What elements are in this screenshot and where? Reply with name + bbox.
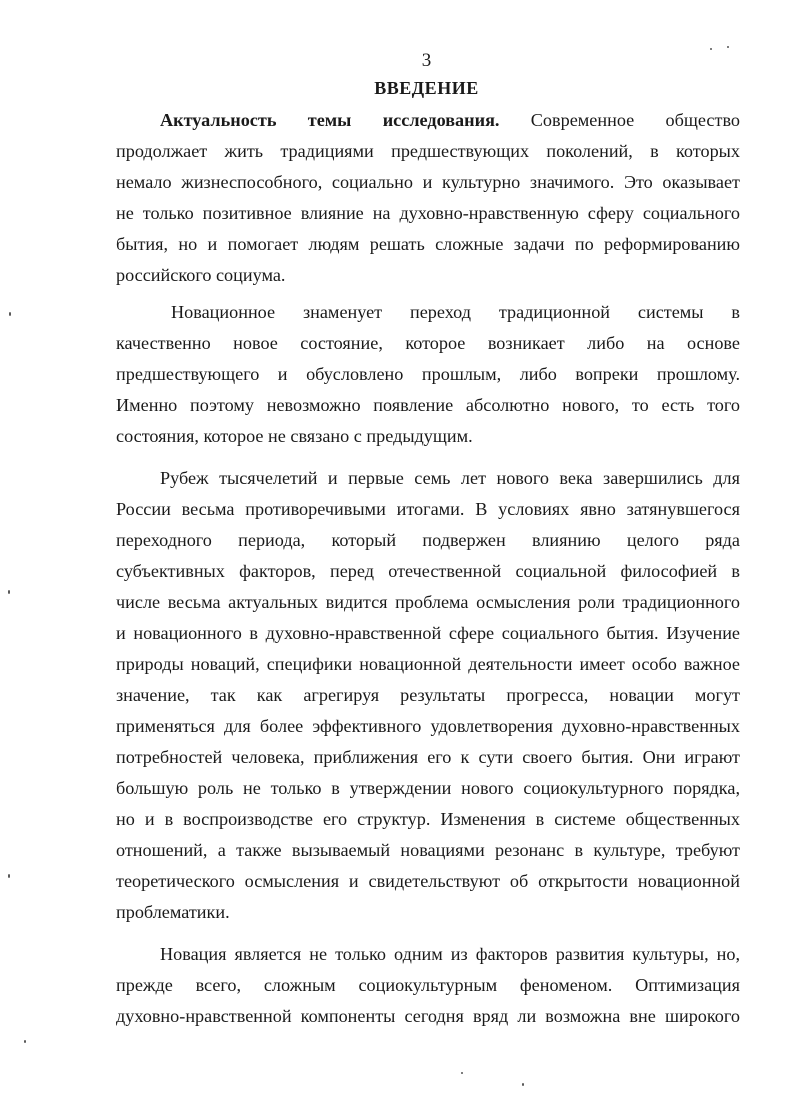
- paragraph-line: проблематики.: [116, 902, 230, 922]
- line-word: Современное: [530, 110, 635, 130]
- lead-term: исследования.: [382, 110, 500, 130]
- paragraph-relevance: [116, 105, 740, 291]
- line-word: общество: [665, 110, 740, 130]
- paragraph-line: теоретического осмысления и свидетельствуют об открытости новационной: [116, 871, 740, 891]
- scan-speck: [9, 312, 11, 316]
- paragraph-line: не только позитивное влияние на духовно-нравственную сферу социального: [116, 203, 740, 223]
- paragraph-line: прежде всего, сложным социокультурным феноменом. Оптимизация: [116, 975, 740, 995]
- paragraph-line: переходного периода, который подвержен влиянию целого ряда: [116, 530, 740, 550]
- paragraph-innovation-culture: [116, 939, 740, 1032]
- scan-speck: [8, 874, 10, 878]
- paragraph-line: продолжает жить традициями предшествующих поколений, в которых: [116, 141, 740, 161]
- scan-speck: [461, 1072, 463, 1074]
- paragraph-line: предшествующего и обусловлено прошлым, либо вопреки прошлому.: [116, 364, 740, 384]
- paragraph-line: бытия, но и помогает людям решать сложные задачи по реформированию: [116, 234, 740, 254]
- paragraph-line: субъективных факторов, перед отечественной социальной философией в: [116, 561, 740, 581]
- paragraph-line: потребностей человека, приближения его к сути своего бытия. Они играют: [116, 747, 740, 767]
- paragraph-line: Именно поэтому невозможно появление абсолютно нового, то есть того: [116, 395, 740, 415]
- lead-term: темы: [307, 110, 352, 130]
- paragraph-line: числе весьма актуальных видится проблема осмысления роли традиционного: [116, 592, 740, 612]
- paragraph-line: применяться для более эффективного удовлетворения духовно-нравственных: [116, 716, 740, 736]
- paragraph-line: качественно новое состояние, которое возникает либо на основе: [116, 333, 740, 353]
- paragraph-line: но и в воспроизводстве его структур. Изменения в системе общественных: [116, 809, 740, 829]
- scan-speck: [522, 1083, 524, 1086]
- paragraph-line: Рубеж тысячелетий и первые семь лет нового века завершились для: [160, 468, 740, 488]
- page-number: 3: [421, 50, 432, 71]
- paragraph-millennium: [116, 463, 740, 928]
- scan-speck: [24, 1040, 26, 1043]
- paragraph-novation: [116, 297, 740, 452]
- paragraph-line: природы новаций, специфики новационной деятельности имеет особо важное: [116, 654, 740, 674]
- paragraph-line: Новация является не только одним из факторов развития культуры, но,: [160, 944, 740, 964]
- paragraph-line: отношений, а также вызываемый новациями резонанс в культуре, требуют: [116, 840, 740, 860]
- section-heading: ВВЕДЕНИЕ: [374, 78, 479, 98]
- paragraph-line: значение, так как агрегируя результаты прогресса, новации могут: [116, 685, 740, 705]
- paragraph-line: духовно-нравственной компоненты сегодня вряд ли возможна вне широкого: [116, 1006, 740, 1026]
- paragraph-line: и новационного в духовно-нравственной сфере социального бытия. Изучение: [116, 623, 740, 643]
- paragraph-line: [116, 105, 740, 136]
- paragraph-line: немало жизнеспособного, социально и культурно значимого. Это оказывает: [116, 172, 740, 192]
- paragraph-line: Новационное знаменует переход традиционной системы в: [171, 302, 740, 322]
- scan-speck: [710, 48, 712, 50]
- lead-term: Актуальность: [160, 110, 277, 130]
- scan-speck: [8, 590, 10, 594]
- paragraph-line: российского социума.: [116, 265, 286, 285]
- scan-speck: [727, 46, 729, 48]
- body-text: [116, 105, 740, 1032]
- paragraph-line: состояния, которое не связано с предыдущим.: [116, 426, 473, 446]
- paragraph-line: большую роль не только в утверждении нового социокультурного порядка,: [116, 778, 740, 798]
- paragraph-line: России весьма противоречивыми итогами. В условиях явно затянувшегося: [116, 499, 740, 519]
